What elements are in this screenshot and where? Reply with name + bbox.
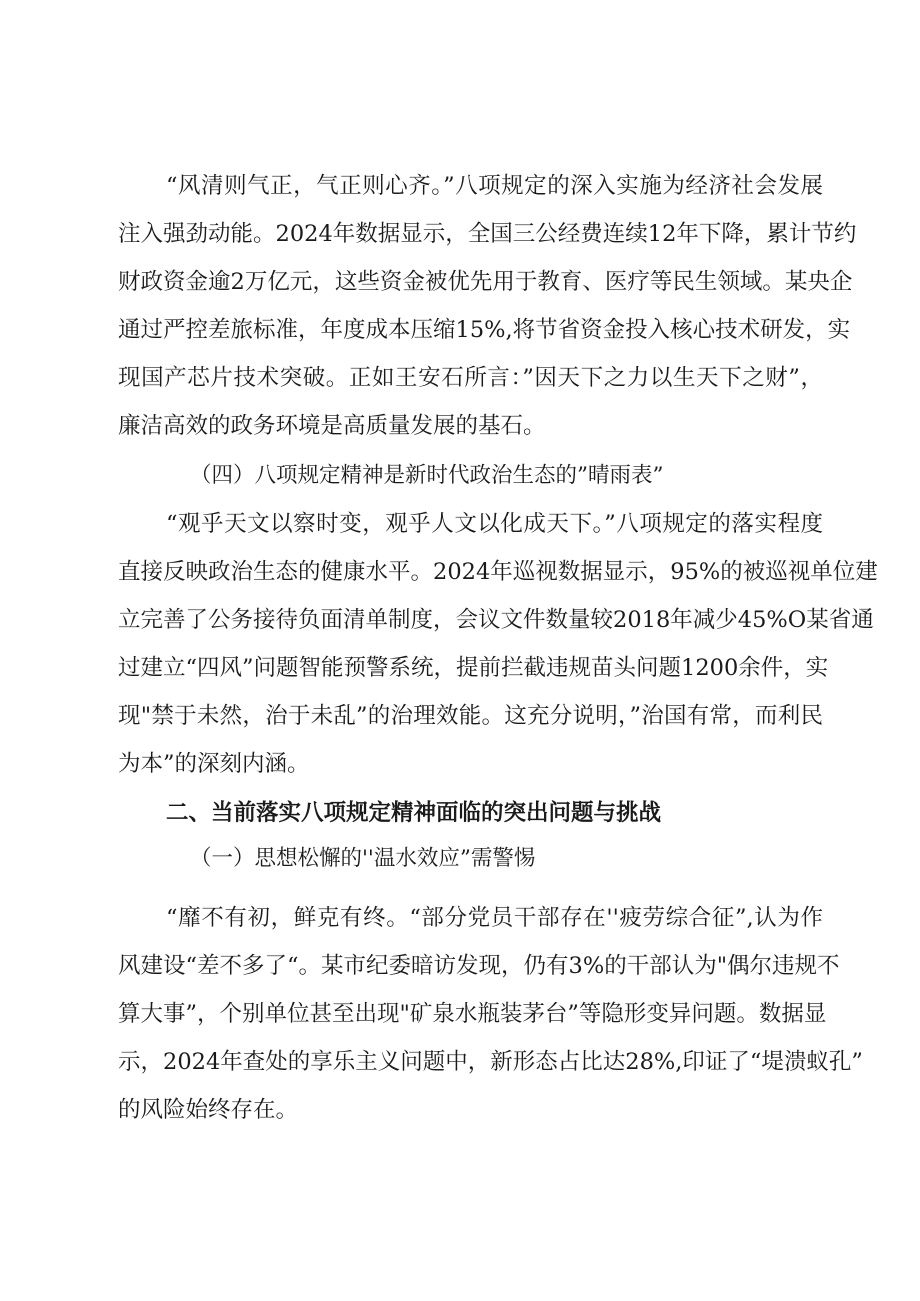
text-line: 直接反映政治生态的健康水平。2024年巡视数据显示，95%的被巡视单位建 [118, 559, 878, 585]
text-line: 风建设“差不多了“。某市纪委暗访发现，仍有3%的干部认为"偶尔违规不 [118, 953, 840, 979]
section-heading: 二、当前落实八项规定精神面临的突出问题与挑战 [166, 800, 662, 826]
section-subheading: （一）思想松懈的''温水效应”需警惕 [190, 846, 536, 871]
text-line: 现"禁于未然，治于未乱”的治理效能。这充分说明，”治国有常，而利民 [118, 703, 823, 729]
section-subheading: （四）八项规定精神是新时代政治生态的”晴雨表” [190, 463, 664, 488]
text-line: 示，2024年查处的享乐主义问题中，新形态占比达28%,印证了“堤溃蚁孔” [118, 1049, 863, 1075]
text-line: 过建立“四风”问题智能预警系统，提前拦截违规苗头问题1200余件，实 [118, 655, 829, 681]
text-line: 算大事”，个别单位甚至出现"矿泉水瓶装茅台”等隐形变异问题。数据显 [118, 1001, 827, 1027]
text-line: 财政资金逾2万亿元，这些资金被优先用于教育、医疗等民生领域。某央企 [118, 269, 853, 295]
text-line: 的风险始终存在。 [118, 1097, 299, 1123]
text-line: 注入强劲动能。2024年数据显示，全国三公经费连续12年下降，累计节约 [118, 221, 857, 247]
text-line: 现国产芯片技术突破。正如王安石所言：”因天下之力以生天下之财”， [118, 365, 823, 391]
text-line: 通过严控差旅标准，年度成本压缩15%,将节省资金投入核心技术研发，实 [118, 317, 851, 343]
text-line: 立完善了公务接待负面清单制度，会议文件数量较2018年减少45%O某省通 [118, 607, 874, 633]
text-line: “靡不有初，鲜克有终。“部分党员干部存在''疲劳综合征”,认为作 [166, 905, 823, 931]
text-line: 廉洁高效的政务环境是高质量发展的基石。 [118, 413, 546, 439]
text-line: “观乎天文以察时变，观乎人文以化成天下。”八项规定的落实程度 [166, 511, 823, 537]
text-line: “风清则气正，气正则心齐。”八项规定的深入实施为经济社会发展 [166, 173, 823, 199]
text-line: 为本”的深刻内涵。 [118, 751, 310, 777]
